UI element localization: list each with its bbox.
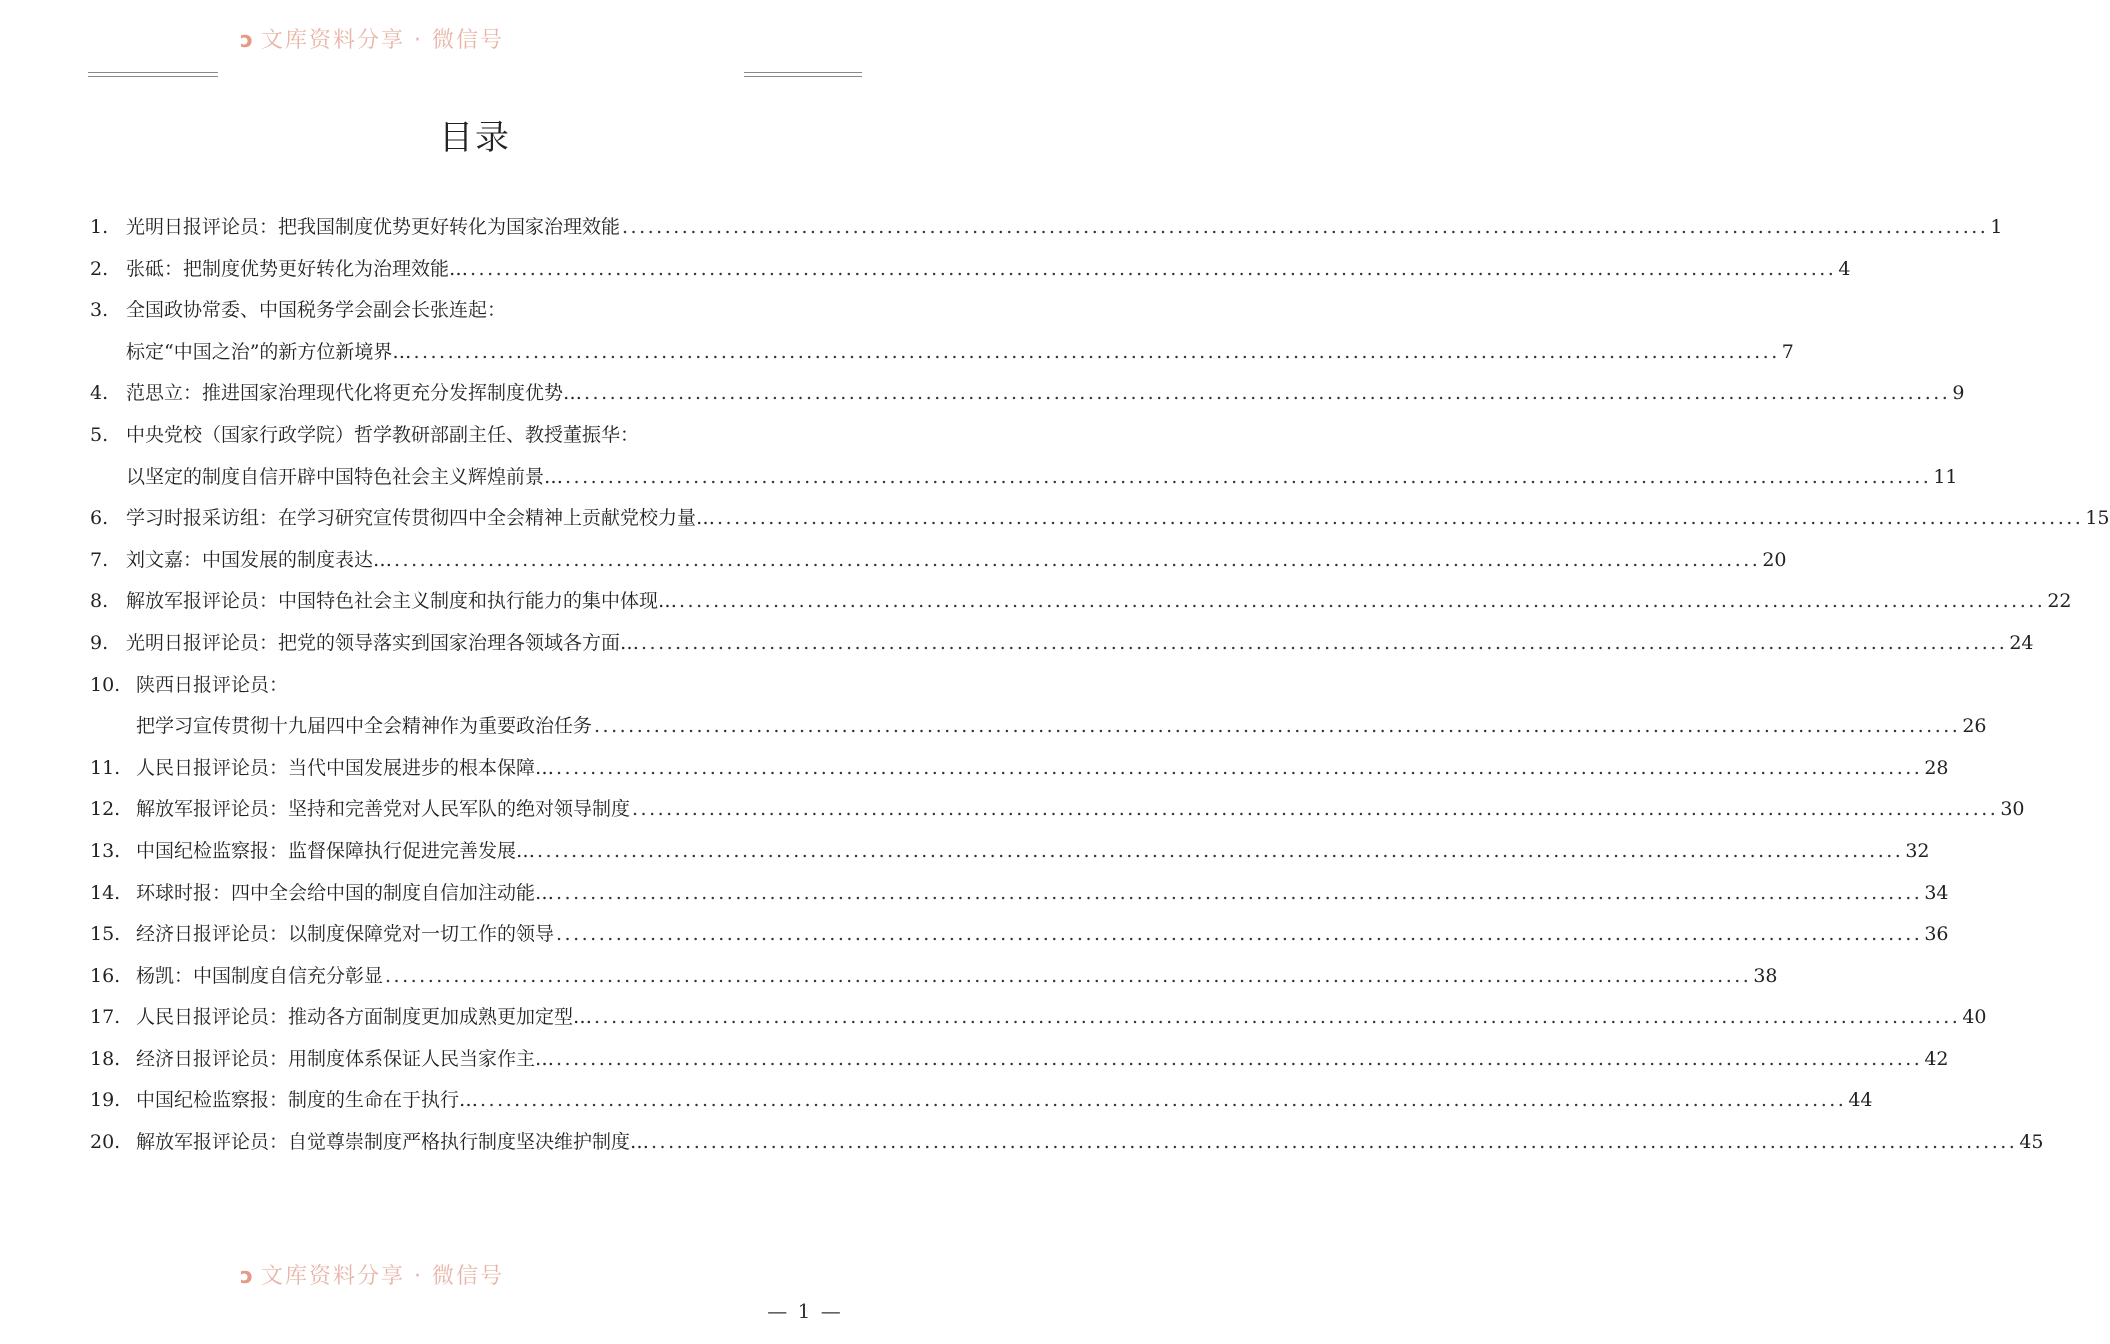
toc-entry-page: 44: [1848, 1089, 1873, 1112]
toc-entry[interactable]: [90, 415, 860, 457]
toc-entry[interactable]: [90, 831, 1930, 873]
toc-entry-page: 20: [1762, 548, 1787, 571]
header-rule-right: [744, 72, 862, 77]
toc-entry-continuation[interactable]: [90, 457, 1958, 499]
page-title: 目录: [439, 118, 511, 158]
toc-entry[interactable]: [90, 1039, 1949, 1081]
toc-entry-title-line2: 标定“中国之治”的新方位新境界…: [126, 340, 412, 363]
toc-entry-number: 2.: [90, 257, 109, 280]
toc-leader-dots: [649, 1122, 2019, 1164]
toc-leader-dots: [478, 1080, 1848, 1122]
toc-entry-number: 8.: [90, 590, 109, 613]
toc-leader-dots: [411, 332, 1781, 374]
toc-entry[interactable]: [90, 623, 2034, 665]
toc-entry[interactable]: [90, 956, 1778, 998]
toc-entry-page: 9: [1952, 382, 1965, 405]
toc-leader-dots: [392, 540, 1762, 582]
toc-entry[interactable]: [90, 1122, 2044, 1164]
toc-entry-page: 15: [2085, 507, 2110, 530]
toc-leader-dots: [554, 914, 1924, 956]
toc-entry-title-line2: 以坚定的制度自信开辟中国特色社会主义辉煌前景…: [126, 465, 564, 488]
toc-entry-title: 陕西日报评论员：: [136, 673, 289, 696]
toc-entry-title: 经济日报评论员：用制度体系保证人民当家作主…: [136, 1047, 555, 1070]
toc-entry-number: 18.: [90, 1047, 121, 1070]
watermark-text: 文库资料分享 · 微信号: [261, 1264, 505, 1289]
toc-leader-dots: [677, 581, 2047, 623]
toc-entry-page: 7: [1781, 340, 1794, 363]
toc-leader-dots: [582, 373, 1952, 415]
toc-entry-number: 17.: [90, 1006, 121, 1029]
toc-entry[interactable]: [90, 914, 1949, 956]
toc-entry-title: 范思立：推进国家治理现代化将更充分发挥制度优势…: [126, 382, 583, 405]
toc-entry-number: 9.: [90, 631, 109, 654]
toc-entry-page: 45: [2019, 1131, 2044, 1154]
toc-entry-page: 32: [1905, 839, 1930, 862]
toc-entry-number: 20.: [90, 1131, 121, 1154]
toc-leader-dots: [592, 997, 1962, 1039]
toc-entry-number: 7.: [90, 548, 109, 571]
toc-entry-title: 光明日报评论员：把我国制度优势更好转化为国家治理效能: [126, 216, 621, 238]
toc-entry-number: 10.: [90, 673, 121, 696]
toc-leader-dots: [639, 623, 2009, 665]
toc-entry-number: 11.: [90, 756, 121, 779]
toc-entry[interactable]: [90, 997, 1987, 1039]
toc-entry-number: 4.: [90, 382, 109, 405]
toc-entry-title: 解放军报评论员：中国特色社会主义制度和执行能力的集中体现…: [126, 590, 678, 613]
toc-leader-dots: [630, 789, 2000, 831]
toc-entry-page: 28: [1924, 756, 1949, 779]
toc-entry[interactable]: [90, 249, 1851, 291]
toc-leader-dots: [468, 249, 1838, 291]
toc-leader-dots: [554, 1039, 1924, 1081]
toc-entry-page: 26: [1962, 715, 1987, 738]
toc-entry-number: 12.: [90, 798, 121, 821]
toc-entry[interactable]: [90, 581, 2072, 623]
toc-entry[interactable]: [90, 207, 2003, 249]
header-watermark: [240, 28, 720, 54]
toc-entry-title: 中国纪检监察报：制度的生命在于执行…: [136, 1089, 479, 1112]
toc-entry-title: 经济日报评论员：以制度保障党对一切工作的领导: [136, 923, 555, 946]
toc-entry-page: 11: [1933, 465, 1958, 488]
toc-entry-title: 刘文嘉：中国发展的制度表达…: [126, 548, 393, 571]
toc-entry-number: 16.: [90, 964, 121, 987]
toc-entry-continuation[interactable]: [90, 706, 1987, 748]
watermark-text: 文库资料分享 · 微信号: [261, 28, 505, 53]
toc-entry-title: 光明日报评论员：把党的领导落实到国家治理各领域各方面…: [126, 631, 640, 654]
toc-entry-title-line2: 把学习宣传贯彻十九届四中全会精神作为重要政治任务: [136, 715, 593, 738]
toc-entry-title: 杨凯：中国制度自信充分彰显: [136, 964, 384, 987]
watermark-logo-icon: ↄ: [240, 1264, 254, 1289]
page-number: — 1 —: [767, 1299, 843, 1323]
toc-entry-number: 5.: [90, 423, 109, 446]
toc-entry-title: 解放军报评论员：坚持和完善党对人民军队的绝对领导制度: [136, 798, 631, 821]
toc-leader-dots: [554, 748, 1924, 790]
toc-entry[interactable]: [90, 1080, 1873, 1122]
toc-entry-title: 中央党校（国家行政学院）哲学教研部副主任、教授董振华：: [126, 423, 640, 446]
toc-entry-title: 环球时报：四中全会给中国的制度自信加注动能…: [136, 881, 555, 904]
toc-leader-dots: [715, 498, 2085, 540]
toc-entry-title: 解放军报评论员：自觉尊崇制度严格执行制度坚决维护制度…: [136, 1131, 650, 1154]
toc-entry-number: 6.: [90, 507, 109, 530]
toc-entry-page: 38: [1753, 964, 1778, 987]
toc-entry[interactable]: [90, 789, 2025, 831]
toc-entry-page: 42: [1924, 1047, 1949, 1070]
toc-leader-dots: [383, 956, 1753, 998]
toc-entry-page: 4: [1838, 257, 1851, 280]
toc-entry-page: 24: [2009, 631, 2034, 654]
toc-entry-number: 19.: [90, 1089, 121, 1112]
toc-entry[interactable]: [90, 665, 860, 707]
toc-entry-page: 30: [2000, 798, 2025, 821]
toc-entry-title: 学习时报采访组：在学习研究宣传贯彻四中全会精神上贡献党校力量…: [126, 507, 716, 530]
toc-entry-title: 全国政协常委、中国税务学会副会长张连起：: [126, 299, 507, 322]
toc-entry[interactable]: [90, 540, 1787, 582]
toc-entry-page: 36: [1924, 923, 1949, 946]
toc-entry-title: 人民日报评论员：当代中国发展进步的根本保障…: [136, 756, 555, 779]
toc-entry-page: 40: [1962, 1006, 1987, 1029]
toc-entry-page: 22: [2047, 590, 2072, 613]
toc-leader-dots: [554, 873, 1924, 915]
header-rule-left: [88, 72, 218, 77]
toc-entry[interactable]: [90, 873, 1949, 915]
toc-entry-number: 13.: [90, 839, 121, 862]
watermark-logo-icon: ↄ: [240, 28, 254, 53]
table-of-contents: [90, 207, 2110, 1164]
toc-entry-page: 34: [1924, 881, 1949, 904]
toc-leader-dots: [535, 831, 1905, 873]
toc-entry-number: 15.: [90, 923, 121, 946]
toc-leader-dots: [620, 207, 1990, 249]
toc-entry-title: 人民日报评论员：推动各方面制度更加成熟更加定型…: [136, 1006, 593, 1029]
toc-entry[interactable]: [90, 373, 1965, 415]
toc-entry-page: 1: [1990, 216, 2003, 238]
toc-entry-title: 中国纪检监察报：监督保障执行促进完善发展…: [136, 839, 536, 862]
toc-entry-number: 1.: [90, 216, 109, 238]
toc-leader-dots: [592, 706, 1962, 748]
toc-leader-dots: [563, 457, 1933, 499]
toc-entry-number: 3.: [90, 299, 109, 322]
toc-entry[interactable]: [90, 748, 1949, 790]
toc-entry-title: 张砥：把制度优势更好转化为治理效能…: [126, 257, 469, 280]
toc-entry[interactable]: [90, 290, 860, 332]
toc-entry-number: 14.: [90, 881, 121, 904]
footer-watermark: [240, 1264, 720, 1290]
toc-entry[interactable]: [90, 498, 2110, 540]
toc-entry-continuation[interactable]: [90, 332, 1794, 374]
